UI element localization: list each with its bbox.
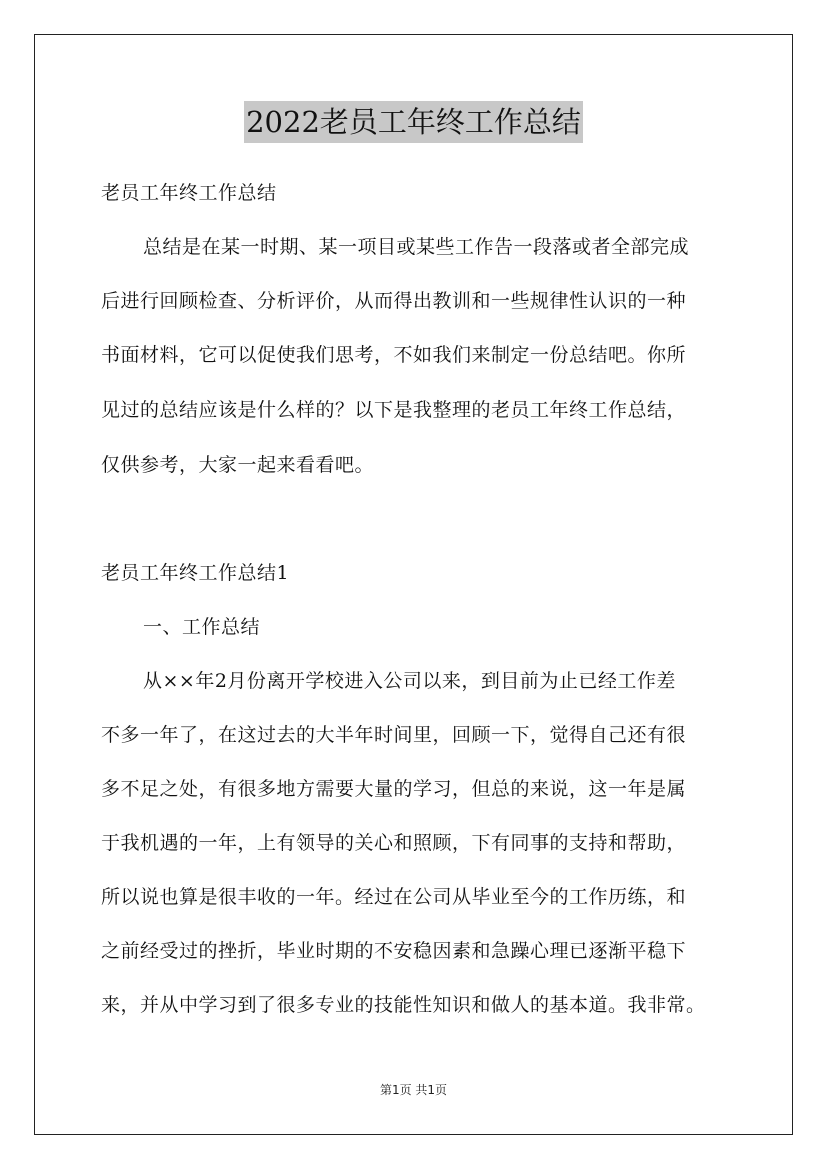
section-heading: 一、工作总结 [143,616,261,638]
section-title: 老员工年终工作总结1 [101,562,290,584]
body-line: 之前经受过的挫折，毕业时期的不安稳因素和急躁心理已逐渐平稳下 [101,940,687,962]
document-title: 2022老员工年终工作总结 [244,101,583,143]
intro-line: 仅供参考，大家一起来看看吧。 [101,454,375,476]
body-line: 所以说也算是很丰收的一年。经过在公司从毕业至今的工作历练，和 [101,886,687,908]
intro-line: 见过的总结应该是什么样的？以下是我整理的老员工年终工作总结， [101,399,687,421]
body-line: 来，并从中学习到了很多专业的技能性知识和做人的基本道。我非常。 [101,994,706,1016]
page-footer: 第1页 共1页 [379,1083,448,1097]
intro-line: 总结是在某一时期、某一项目或某些工作告一段落或者全部完成 [143,236,690,258]
document-subtitle: 老员工年终工作总结 [101,182,277,204]
title-container [0,101,827,143]
intro-line: 书面材料，它可以促使我们思考，不如我们来制定一份总结吧。你所 [101,344,687,366]
body-line: 不多一年了，在这过去的大半年时间里，回顾一下，觉得自己还有很 [101,724,687,746]
intro-line: 后进行回顾检查、分析评价，从而得出教训和一些规律性认识的一种 [101,290,687,312]
body-line: 多不足之处，有很多地方需要大量的学习，但总的来说，这一年是属 [101,778,687,800]
body-line: 从××年2月份离开学校进入公司以来，到目前为止已经工作差 [143,670,676,692]
body-line: 于我机遇的一年，上有领导的关心和照顾，下有同事的支持和帮助， [101,832,687,854]
